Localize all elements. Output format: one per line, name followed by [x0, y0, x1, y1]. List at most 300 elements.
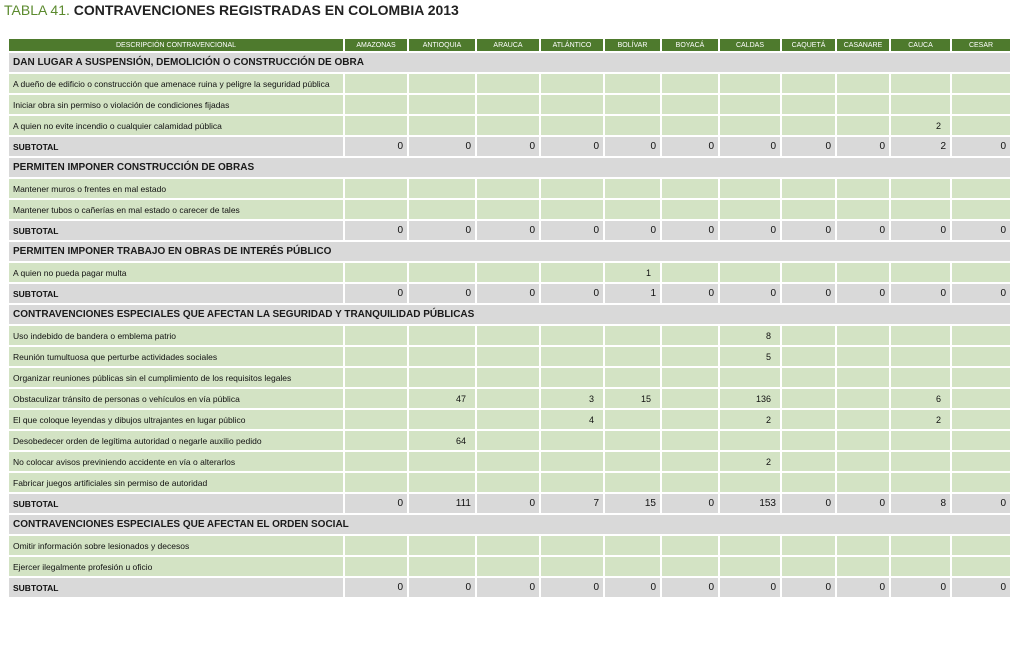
table-cell	[344, 409, 408, 430]
subtotal-cell: 0	[344, 283, 408, 304]
subtotal-cell: 0	[344, 577, 408, 598]
table-cell	[408, 451, 476, 472]
row-label: Reunión tumultuosa que perturbe actividades sociales	[8, 346, 344, 367]
table-cell	[951, 115, 1011, 136]
table-cell	[781, 388, 836, 409]
subtotal-cell: 111	[408, 493, 476, 514]
table-cell	[604, 430, 661, 451]
table-cell	[604, 115, 661, 136]
table-cell	[476, 262, 540, 283]
table-cell	[344, 388, 408, 409]
section-heading: CONTRAVENCIONES ESPECIALES QUE AFECTAN EL ORDEN SOCIAL	[8, 514, 1011, 535]
table-row	[8, 472, 1011, 493]
table-row	[8, 178, 1011, 199]
table-header-row	[8, 38, 1011, 52]
table-cell	[951, 430, 1011, 451]
table-cell	[951, 73, 1011, 94]
column-header: CAQUETÁ	[781, 38, 836, 52]
table-cell	[408, 409, 476, 430]
table-cell: 8	[719, 325, 781, 346]
subtotal-cell: 0	[661, 136, 719, 157]
subtotal-cell: 0	[476, 577, 540, 598]
table-cell	[661, 367, 719, 388]
table-cell	[344, 535, 408, 556]
table-cell	[604, 94, 661, 115]
table-cell	[719, 73, 781, 94]
subtotal-cell: 0	[951, 283, 1011, 304]
table-cell	[951, 178, 1011, 199]
table-cell: 2	[719, 409, 781, 430]
subtotal-cell: 15	[604, 493, 661, 514]
table-cell	[540, 178, 604, 199]
table-cell	[951, 367, 1011, 388]
table-cell	[719, 262, 781, 283]
table-cell	[951, 94, 1011, 115]
table-cell	[836, 409, 890, 430]
subtotal-row	[8, 577, 1011, 598]
table-cell	[476, 346, 540, 367]
table-row	[8, 199, 1011, 220]
table-cell	[836, 388, 890, 409]
table-row	[8, 73, 1011, 94]
table-cell: 136	[719, 388, 781, 409]
table-cell	[719, 199, 781, 220]
table-cell	[951, 346, 1011, 367]
subtotal-cell: 0	[719, 136, 781, 157]
table-cell	[951, 535, 1011, 556]
subtotal-cell: 0	[836, 493, 890, 514]
table-cell	[476, 178, 540, 199]
table-cell	[408, 556, 476, 577]
table-cell	[836, 94, 890, 115]
table-cell	[476, 535, 540, 556]
table-cell	[890, 451, 951, 472]
subtotal-cell: 0	[836, 283, 890, 304]
subtotal-cell: 0	[661, 577, 719, 598]
row-label: Uso indebido de bandera o emblema patrio	[8, 325, 344, 346]
table-cell: 1	[604, 262, 661, 283]
table-cell	[408, 199, 476, 220]
row-label: Mantener tubos o cañerías en mal estado o carecer de tales	[8, 199, 344, 220]
row-label: Omitir información sobre lesionados y decesos	[8, 535, 344, 556]
table-cell	[344, 451, 408, 472]
table-cell	[781, 535, 836, 556]
table-cell	[661, 535, 719, 556]
row-label: El que coloque leyendas y dibujos ultrajantes en lugar público	[8, 409, 344, 430]
table-cell	[344, 346, 408, 367]
subtotal-cell: 0	[951, 136, 1011, 157]
subtotal-label: SUBTOTAL	[8, 577, 344, 598]
section-row	[8, 304, 1011, 325]
subtotal-cell: 0	[604, 136, 661, 157]
table-cell	[344, 430, 408, 451]
table-cell	[344, 115, 408, 136]
table-cell	[890, 430, 951, 451]
table-cell	[540, 325, 604, 346]
table-title	[4, 0, 459, 22]
subtotal-cell: 0	[719, 220, 781, 241]
column-header: AMAZONAS	[344, 38, 408, 52]
table-cell	[408, 178, 476, 199]
table-cell: 2	[890, 409, 951, 430]
subtotal-cell: 0	[951, 577, 1011, 598]
table-cell	[781, 73, 836, 94]
section-heading: PERMITEN IMPONER CONSTRUCCIÓN DE OBRAS	[8, 157, 1011, 178]
table-cell	[836, 325, 890, 346]
table-cell	[661, 346, 719, 367]
table-cell	[344, 556, 408, 577]
table-row	[8, 451, 1011, 472]
subtotal-cell: 0	[540, 220, 604, 241]
table-row	[8, 535, 1011, 556]
table-number: TABLA 41.	[4, 2, 70, 18]
subtotal-cell: 0	[540, 283, 604, 304]
table-cell	[661, 451, 719, 472]
table-cell	[719, 430, 781, 451]
table-row	[8, 388, 1011, 409]
table-cell	[836, 472, 890, 493]
table-cell	[540, 199, 604, 220]
table-cell	[890, 199, 951, 220]
table-cell	[476, 115, 540, 136]
table-cell	[661, 199, 719, 220]
table-cell	[781, 115, 836, 136]
table-cell	[408, 325, 476, 346]
subtotal-cell: 0	[781, 136, 836, 157]
table-cell	[836, 367, 890, 388]
table-cell	[540, 346, 604, 367]
subtotal-cell: 0	[836, 136, 890, 157]
table-cell	[836, 451, 890, 472]
subtotal-cell: 0	[540, 577, 604, 598]
row-label: Mantener muros o frentes en mal estado	[8, 178, 344, 199]
subtotal-cell: 8	[890, 493, 951, 514]
subtotal-cell: 0	[719, 577, 781, 598]
table-cell	[476, 73, 540, 94]
table-cell	[661, 115, 719, 136]
table-cell: 5	[719, 346, 781, 367]
table-cell	[890, 556, 951, 577]
table-cell	[890, 73, 951, 94]
row-label: A dueño de edificio o construcción que amenace ruina y peligre la seguridad pública	[8, 73, 344, 94]
subtotal-cell: 0	[951, 220, 1011, 241]
table-cell	[540, 430, 604, 451]
table-cell	[781, 430, 836, 451]
table-cell: 2	[890, 115, 951, 136]
table-cell	[719, 472, 781, 493]
table-cell	[836, 556, 890, 577]
subtotal-cell: 0	[890, 577, 951, 598]
table-cell	[540, 262, 604, 283]
table-cell	[344, 472, 408, 493]
table-cell	[836, 178, 890, 199]
table-cell	[890, 346, 951, 367]
table-cell	[540, 73, 604, 94]
subtotal-row	[8, 493, 1011, 514]
table-cell	[836, 262, 890, 283]
table-cell	[604, 409, 661, 430]
table-cell	[719, 94, 781, 115]
table-cell	[781, 94, 836, 115]
table-row	[8, 556, 1011, 577]
subtotal-cell: 0	[476, 220, 540, 241]
table-cell: 15	[604, 388, 661, 409]
subtotal-cell: 0	[781, 220, 836, 241]
subtotal-cell: 0	[476, 283, 540, 304]
subtotal-label: SUBTOTAL	[8, 493, 344, 514]
subtotal-cell: 0	[661, 283, 719, 304]
column-header-description: DESCRIPCIÓN CONTRAVENCIONAL	[8, 38, 344, 52]
column-header: CAUCA	[890, 38, 951, 52]
subtotal-cell: 0	[836, 220, 890, 241]
subtotal-cell: 0	[344, 136, 408, 157]
table-cell	[476, 409, 540, 430]
table-cell	[408, 346, 476, 367]
table-row	[8, 346, 1011, 367]
section-heading: DAN LUGAR A SUSPENSIÓN, DEMOLICIÓN O CONSTRUCCIÓN DE OBRA	[8, 52, 1011, 73]
subtotal-cell: 0	[604, 220, 661, 241]
table-cell	[604, 472, 661, 493]
table-cell	[661, 472, 719, 493]
row-label: Obstaculizar tránsito de personas o vehículos en vía pública	[8, 388, 344, 409]
table-cell	[476, 556, 540, 577]
table-cell	[781, 346, 836, 367]
subtotal-cell: 0	[604, 577, 661, 598]
table-cell	[540, 472, 604, 493]
table-cell	[661, 388, 719, 409]
subtotal-cell: 0	[719, 283, 781, 304]
table-cell	[951, 199, 1011, 220]
table-row	[8, 94, 1011, 115]
table-cell	[540, 367, 604, 388]
table-cell	[408, 367, 476, 388]
column-header: CASANARE	[836, 38, 890, 52]
table-row	[8, 115, 1011, 136]
table-cell	[540, 451, 604, 472]
table-cell	[408, 115, 476, 136]
table-cell	[661, 409, 719, 430]
subtotal-cell: 0	[476, 136, 540, 157]
subtotal-cell: 0	[408, 136, 476, 157]
table-cell	[661, 430, 719, 451]
table-cell	[836, 73, 890, 94]
section-heading: CONTRAVENCIONES ESPECIALES QUE AFECTAN LA SEGURIDAD Y TRANQUILIDAD PÚBLICAS	[8, 304, 1011, 325]
table-cell	[781, 409, 836, 430]
table-cell	[540, 556, 604, 577]
subtotal-cell: 0	[476, 493, 540, 514]
table-cell	[951, 472, 1011, 493]
subtotal-cell: 0	[540, 136, 604, 157]
subtotal-cell: 0	[344, 220, 408, 241]
table-cell	[476, 367, 540, 388]
table-row	[8, 367, 1011, 388]
table-cell	[719, 115, 781, 136]
subtotal-cell: 0	[836, 577, 890, 598]
table-cell	[890, 178, 951, 199]
table-cell	[890, 94, 951, 115]
subtotal-cell: 0	[344, 493, 408, 514]
table-cell	[540, 115, 604, 136]
subtotal-label: SUBTOTAL	[8, 220, 344, 241]
subtotal-cell: 0	[661, 220, 719, 241]
column-header: ANTIOQUIA	[408, 38, 476, 52]
subtotal-cell: 153	[719, 493, 781, 514]
table-row	[8, 325, 1011, 346]
table-cell	[604, 367, 661, 388]
row-label: Desobedecer orden de legítima autoridad o negarle auxilio pedido	[8, 430, 344, 451]
table-cell: 6	[890, 388, 951, 409]
table-cell	[476, 199, 540, 220]
table-cell	[344, 94, 408, 115]
table-cell	[719, 556, 781, 577]
table-row	[8, 430, 1011, 451]
row-label: A quien no pueda pagar multa	[8, 262, 344, 283]
table-cell	[344, 178, 408, 199]
contravenciones-table	[7, 37, 1012, 599]
subtotal-cell: 0	[408, 577, 476, 598]
column-header: CALDAS	[719, 38, 781, 52]
table-cell	[476, 430, 540, 451]
subtotal-cell: 0	[890, 283, 951, 304]
table-cell	[890, 535, 951, 556]
table-cell	[890, 367, 951, 388]
row-label: Organizar reuniones públicas sin el cumplimiento de los requisitos legales	[8, 367, 344, 388]
table-cell	[408, 94, 476, 115]
subtotal-cell: 2	[890, 136, 951, 157]
table-cell	[661, 178, 719, 199]
table-cell	[836, 430, 890, 451]
table-cell	[661, 325, 719, 346]
table-cell	[344, 262, 408, 283]
subtotal-cell: 1	[604, 283, 661, 304]
table-cell	[476, 388, 540, 409]
table-row	[8, 262, 1011, 283]
table-cell	[781, 451, 836, 472]
table-cell	[951, 409, 1011, 430]
subtotal-cell: 7	[540, 493, 604, 514]
section-row	[8, 157, 1011, 178]
table-cell	[408, 535, 476, 556]
table-cell	[890, 472, 951, 493]
table-cell	[781, 367, 836, 388]
table-cell	[719, 535, 781, 556]
subtotal-cell: 0	[408, 220, 476, 241]
table-cell	[344, 199, 408, 220]
subtotal-cell: 0	[781, 577, 836, 598]
table-cell	[836, 535, 890, 556]
table-cell	[476, 472, 540, 493]
table-cell	[344, 73, 408, 94]
column-header: ARAUCA	[476, 38, 540, 52]
row-label: No colocar avisos previniendo accidente en vía o alterarlos	[8, 451, 344, 472]
table-cell	[781, 178, 836, 199]
row-label: Ejercer ilegalmente profesión u oficio	[8, 556, 344, 577]
table-cell	[661, 262, 719, 283]
column-header: BOLÍVAR	[604, 38, 661, 52]
table-cell	[781, 262, 836, 283]
table-cell	[344, 325, 408, 346]
subtotal-label: SUBTOTAL	[8, 136, 344, 157]
table-cell	[951, 556, 1011, 577]
subtotal-row	[8, 220, 1011, 241]
subtotal-cell: 0	[781, 493, 836, 514]
table-cell	[719, 178, 781, 199]
subtotal-cell: 0	[890, 220, 951, 241]
table-cell	[476, 94, 540, 115]
table-cell	[604, 73, 661, 94]
table-cell: 4	[540, 409, 604, 430]
column-header: BOYACÁ	[661, 38, 719, 52]
table-cell: 47	[408, 388, 476, 409]
table-cell	[836, 115, 890, 136]
table-cell	[604, 346, 661, 367]
subtotal-row	[8, 283, 1011, 304]
table-cell	[476, 451, 540, 472]
subtotal-cell: 0	[951, 493, 1011, 514]
subtotal-cell: 0	[781, 283, 836, 304]
row-label: Iniciar obra sin permiso o violación de condiciones fijadas	[8, 94, 344, 115]
subtotal-cell: 0	[408, 283, 476, 304]
table-cell	[951, 262, 1011, 283]
row-label: A quien no evite incendio o cualquier calamidad pública	[8, 115, 344, 136]
section-row	[8, 514, 1011, 535]
section-row	[8, 241, 1011, 262]
table-cell	[540, 535, 604, 556]
table-cell	[781, 325, 836, 346]
table-cell	[604, 535, 661, 556]
table-cell: 3	[540, 388, 604, 409]
table-cell	[408, 262, 476, 283]
table-cell	[890, 325, 951, 346]
table-cell: 64	[408, 430, 476, 451]
subtotal-label: SUBTOTAL	[8, 283, 344, 304]
table-cell	[604, 199, 661, 220]
table-cell	[951, 325, 1011, 346]
subtotal-row	[8, 136, 1011, 157]
table-cell	[951, 451, 1011, 472]
table-cell	[661, 73, 719, 94]
table-cell	[540, 94, 604, 115]
table-cell	[408, 73, 476, 94]
table-cell	[661, 94, 719, 115]
table-cell	[890, 262, 951, 283]
table-cell	[661, 556, 719, 577]
table-cell	[781, 556, 836, 577]
table-cell	[344, 367, 408, 388]
table-cell	[604, 451, 661, 472]
table-cell: 2	[719, 451, 781, 472]
table-cell	[604, 325, 661, 346]
table-title-text: CONTRAVENCIONES REGISTRADAS EN COLOMBIA 2013	[73, 2, 459, 18]
table-cell	[951, 388, 1011, 409]
section-row	[8, 52, 1011, 73]
table-cell	[408, 472, 476, 493]
table-cell	[604, 178, 661, 199]
table-cell	[781, 199, 836, 220]
section-heading: PERMITEN IMPONER TRABAJO EN OBRAS DE INTERÉS PÚBLICO	[8, 241, 1011, 262]
table-row	[8, 409, 1011, 430]
table-cell	[604, 556, 661, 577]
table-cell	[836, 199, 890, 220]
table-cell	[781, 472, 836, 493]
table-cell	[836, 346, 890, 367]
subtotal-cell: 0	[661, 493, 719, 514]
column-header: ATLÁNTICO	[540, 38, 604, 52]
row-label: Fabricar juegos artificiales sin permiso de autoridad	[8, 472, 344, 493]
column-header: CESAR	[951, 38, 1011, 52]
table-cell	[476, 325, 540, 346]
table-cell	[719, 367, 781, 388]
